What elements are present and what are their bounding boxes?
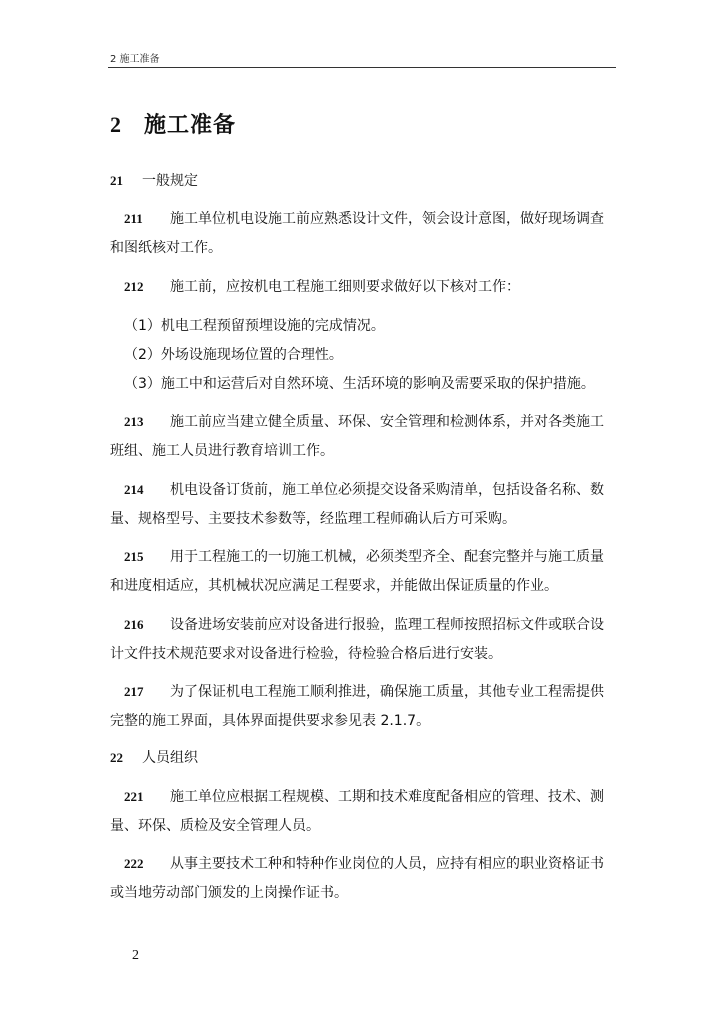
paragraph-line: 完整的施工界面，具体界面提供要求参见表 2.1.7。 [110, 713, 431, 729]
section-number: 21 [110, 173, 123, 188]
paragraph-line: 施工前，应按机电工程施工细则要求做好以下核对工作： [170, 279, 520, 295]
paragraph-212 [110, 272, 610, 302]
running-header: 2 施工准备 [110, 54, 160, 65]
chapter-title-text: 施工准备 [144, 113, 237, 138]
clause-number: 213 [124, 414, 144, 429]
paragraph-line: 机电设备订货前，施工单位必须提交设备采购清单，包括设备名称、数 [170, 482, 604, 498]
paragraph-213 [110, 407, 610, 466]
clause-number: 221 [124, 789, 144, 804]
section-heading-22 [110, 743, 610, 773]
clause-number: 222 [124, 856, 144, 871]
paragraph-line: 施工前应当建立健全质量、环保、安全管理和检测体系，并对各类施工 [170, 414, 604, 430]
paragraph-line: 和进度相适应，其机械状况应满足工程要求，并能做出保证质量的作业。 [110, 578, 558, 594]
page-number: 2 [132, 948, 139, 963]
paragraph-line: 量、环保、质检及安全管理人员。 [110, 818, 320, 834]
paragraph-line: 为了保证机电工程施工顺利推进，确保施工质量，其他专业工程需提供 [170, 684, 604, 700]
paragraph-line: 从事主要技术工种和特种作业岗位的人员，应持有相应的职业资格证书 [170, 856, 604, 872]
paragraph-line: 用于工程施工的一切施工机械，必须类型齐全、配套完整并与施工质量 [170, 549, 604, 565]
list-item: （1）机电工程预留预埋设施的完成情况。 [124, 318, 385, 334]
paragraph-line: 班组、施工人员进行教育培训工作。 [110, 443, 334, 459]
chapter-number: 2 [110, 112, 122, 137]
list-item: （2）外场设施现场位置的合理性。 [124, 347, 343, 363]
clause-number: 216 [124, 617, 144, 632]
paragraph-line: 施工单位机电设施工前应熟悉设计文件，领会设计意图，做好现场调查 [170, 211, 604, 227]
paragraph-line: 施工单位应根据工程规模、工期和技术难度配备相应的管理、技术、测 [170, 789, 604, 805]
paragraph-215 [110, 542, 610, 601]
clause-number: 215 [124, 549, 144, 564]
paragraph-line: 计文件技术规范要求对设备进行检验，待检验合格后进行安装。 [110, 646, 502, 662]
paragraph-217 [110, 677, 610, 736]
paragraph-211 [110, 204, 610, 263]
paragraph-line: 量、规格型号、主要技术参数等，经监理工程师确认后方可采购。 [110, 511, 516, 527]
section-title: 人员组织 [142, 750, 198, 766]
paragraph-line: 和图纸核对工作。 [110, 240, 222, 256]
clause-number: 214 [124, 482, 144, 497]
paragraph-214 [110, 475, 610, 534]
paragraph-221 [110, 782, 610, 841]
paragraph-line: 设备进场安装前应对设备进行报验，监理工程师按照招标文件或联合设 [170, 617, 604, 633]
clause-number: 211 [124, 211, 143, 226]
clause-number: 212 [124, 279, 144, 294]
clause-number: 217 [124, 684, 144, 699]
paragraph-line: 或当地劳动部门颁发的上岗操作证书。 [110, 885, 348, 901]
header-rule [108, 67, 616, 68]
section-number: 22 [110, 750, 123, 765]
list-item: （3）施工中和运营后对自然环境、生活环境的影响及需要采取的保护措施。 [124, 376, 595, 392]
paragraph-216 [110, 610, 610, 669]
paragraph-222 [110, 849, 610, 908]
chapter-title [110, 108, 236, 139]
section-title: 一般规定 [142, 173, 198, 189]
section-heading-21 [110, 166, 610, 196]
